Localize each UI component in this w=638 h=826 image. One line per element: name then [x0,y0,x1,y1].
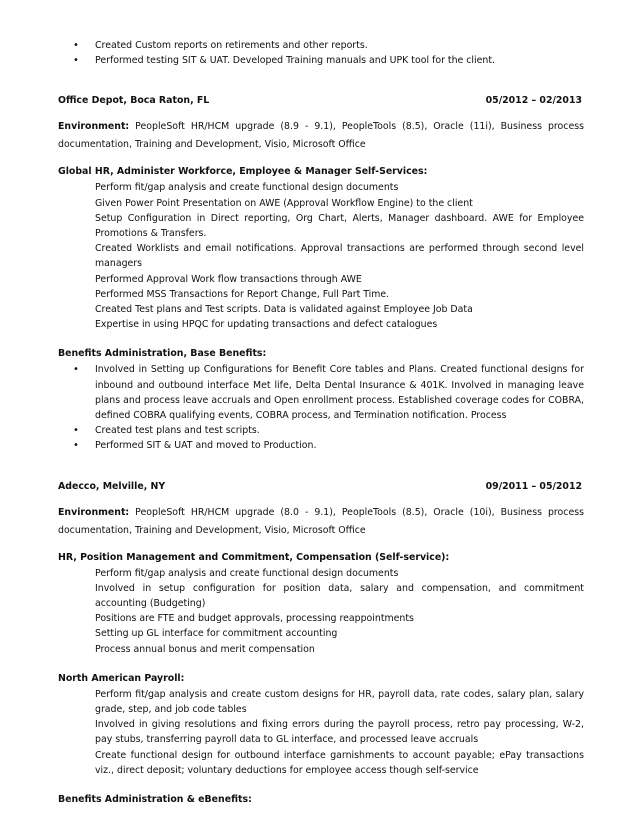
job-header [58,94,584,108]
section-item-list [58,687,584,778]
list-item: Process annual bonus and merit compensation [95,643,315,655]
bullet-item: • Performed SIT & UAT and moved to Production. [95,438,584,453]
section-item-list [58,180,584,332]
list-item: Expertise in using HPQC for updating transactions and defect catalogues [95,319,438,331]
section-title: HR, Position Management and Commitment, Compensation (Self-service): [58,551,450,563]
list-item: Setting up GL interface for commitment accounting [95,628,338,640]
list-item: Perform fit/gap analysis and create functional design documents [95,567,399,579]
job-header [58,480,584,494]
list-item: Create functional design for outbound interface garnishments to account payable; ePay transactions viz., direct deposit; voluntary deductions for employee access though self-service [95,749,584,776]
list-item: Given Power Point Presentation on AWE (Approval Workflow Engine) to the client [95,197,473,209]
section-title: Benefits Administration & eBenefits: [58,794,252,806]
employment-dates: 05/2012 – 02/2013 [485,95,582,107]
bullet-item: • Created Custom reports on retirements and other reports. [95,38,584,53]
bullet-item: • Involved in Setting up Configurations for Benefit Core tables and Plans. Created functional designs for inbound and outbound interface Met life, Delta Dental Insurance & 401K. Involved in managing leave plans and process leave accruals and Open enrollment process. Established coverage codes for COBRA, defined COBRA qualifying events, COBRA process, and Termination notification. Process [95,362,584,423]
list-item: Involved in setup configuration for position data, salary and compensation, and commitment accounting (Budgeting) [95,582,584,610]
environment-label: Environment: [58,121,130,133]
list-item: Perform fit/gap analysis and create functional design documents [95,182,399,194]
employer-name: Office Depot, Boca Raton, FL [58,95,210,107]
list-item: Perform fit/gap analysis and create custom designs for HR, payroll data, rate codes, salary plan, salary grade, step, and job code tables [95,688,584,716]
employment-dates: 09/2011 – 05/2012 [485,480,582,492]
section-title: Benefits Administration, Base Benefits: [58,348,267,360]
list-item: Setup Configuration in Direct reporting, Org Chart, Alerts, Manager dashboard. AWE for Employee Promotions & Transfers. [95,212,584,240]
list-item: Performed MSS Transactions for Report Change, Full Part Time. [95,288,390,300]
environment-label: Environment: [58,506,130,518]
environment-paragraph [58,118,584,154]
section-item-list [58,566,584,657]
environment-text: PeopleSoft HR/HCM upgrade (8.9 - 9.1), PeopleTools (8.5), Oracle (11i), Business process documentation, Training and Development, Visio, Microsoft Office [58,121,584,151]
section-bullet-list [58,362,584,453]
environment-paragraph [58,504,584,540]
list-item: Involved in giving resolutions and fixing errors during the payroll process, retro pay processing, W-2, pay stubs, transferring payroll data to GL interface, and processed leave accruals [95,719,584,746]
resume-page [58,38,584,808]
list-item: Created Worklists and email notifications. Approval transactions are performed through second level managers [95,243,584,270]
list-item: Positions are FTE and budget approvals, processing reappointments [95,613,414,625]
section-title: North American Payroll: [58,672,185,684]
bullet-item: • Created test plans and test scripts. [95,423,584,438]
list-item: Created Test plans and Test scripts. Data is validated against Employee Job Data [95,304,473,316]
employer-name: Adecco, Melville, NY [58,480,166,492]
section-title: Global HR, Administer Workforce, Employee & Manager Self-Services: [58,166,428,178]
top-bullet-list [58,38,584,68]
bullet-item: • Performed testing SIT & UAT. Developed Training manuals and UPK tool for the client. [95,53,584,68]
list-item: Performed Approval Work flow transactions through AWE [95,273,362,285]
environment-text: PeopleSoft HR/HCM upgrade (8.0 - 9.1), PeopleTools (8.5), Oracle (10i), Business process documentation, Training and Development, Visio, Microsoft Office [58,506,584,536]
